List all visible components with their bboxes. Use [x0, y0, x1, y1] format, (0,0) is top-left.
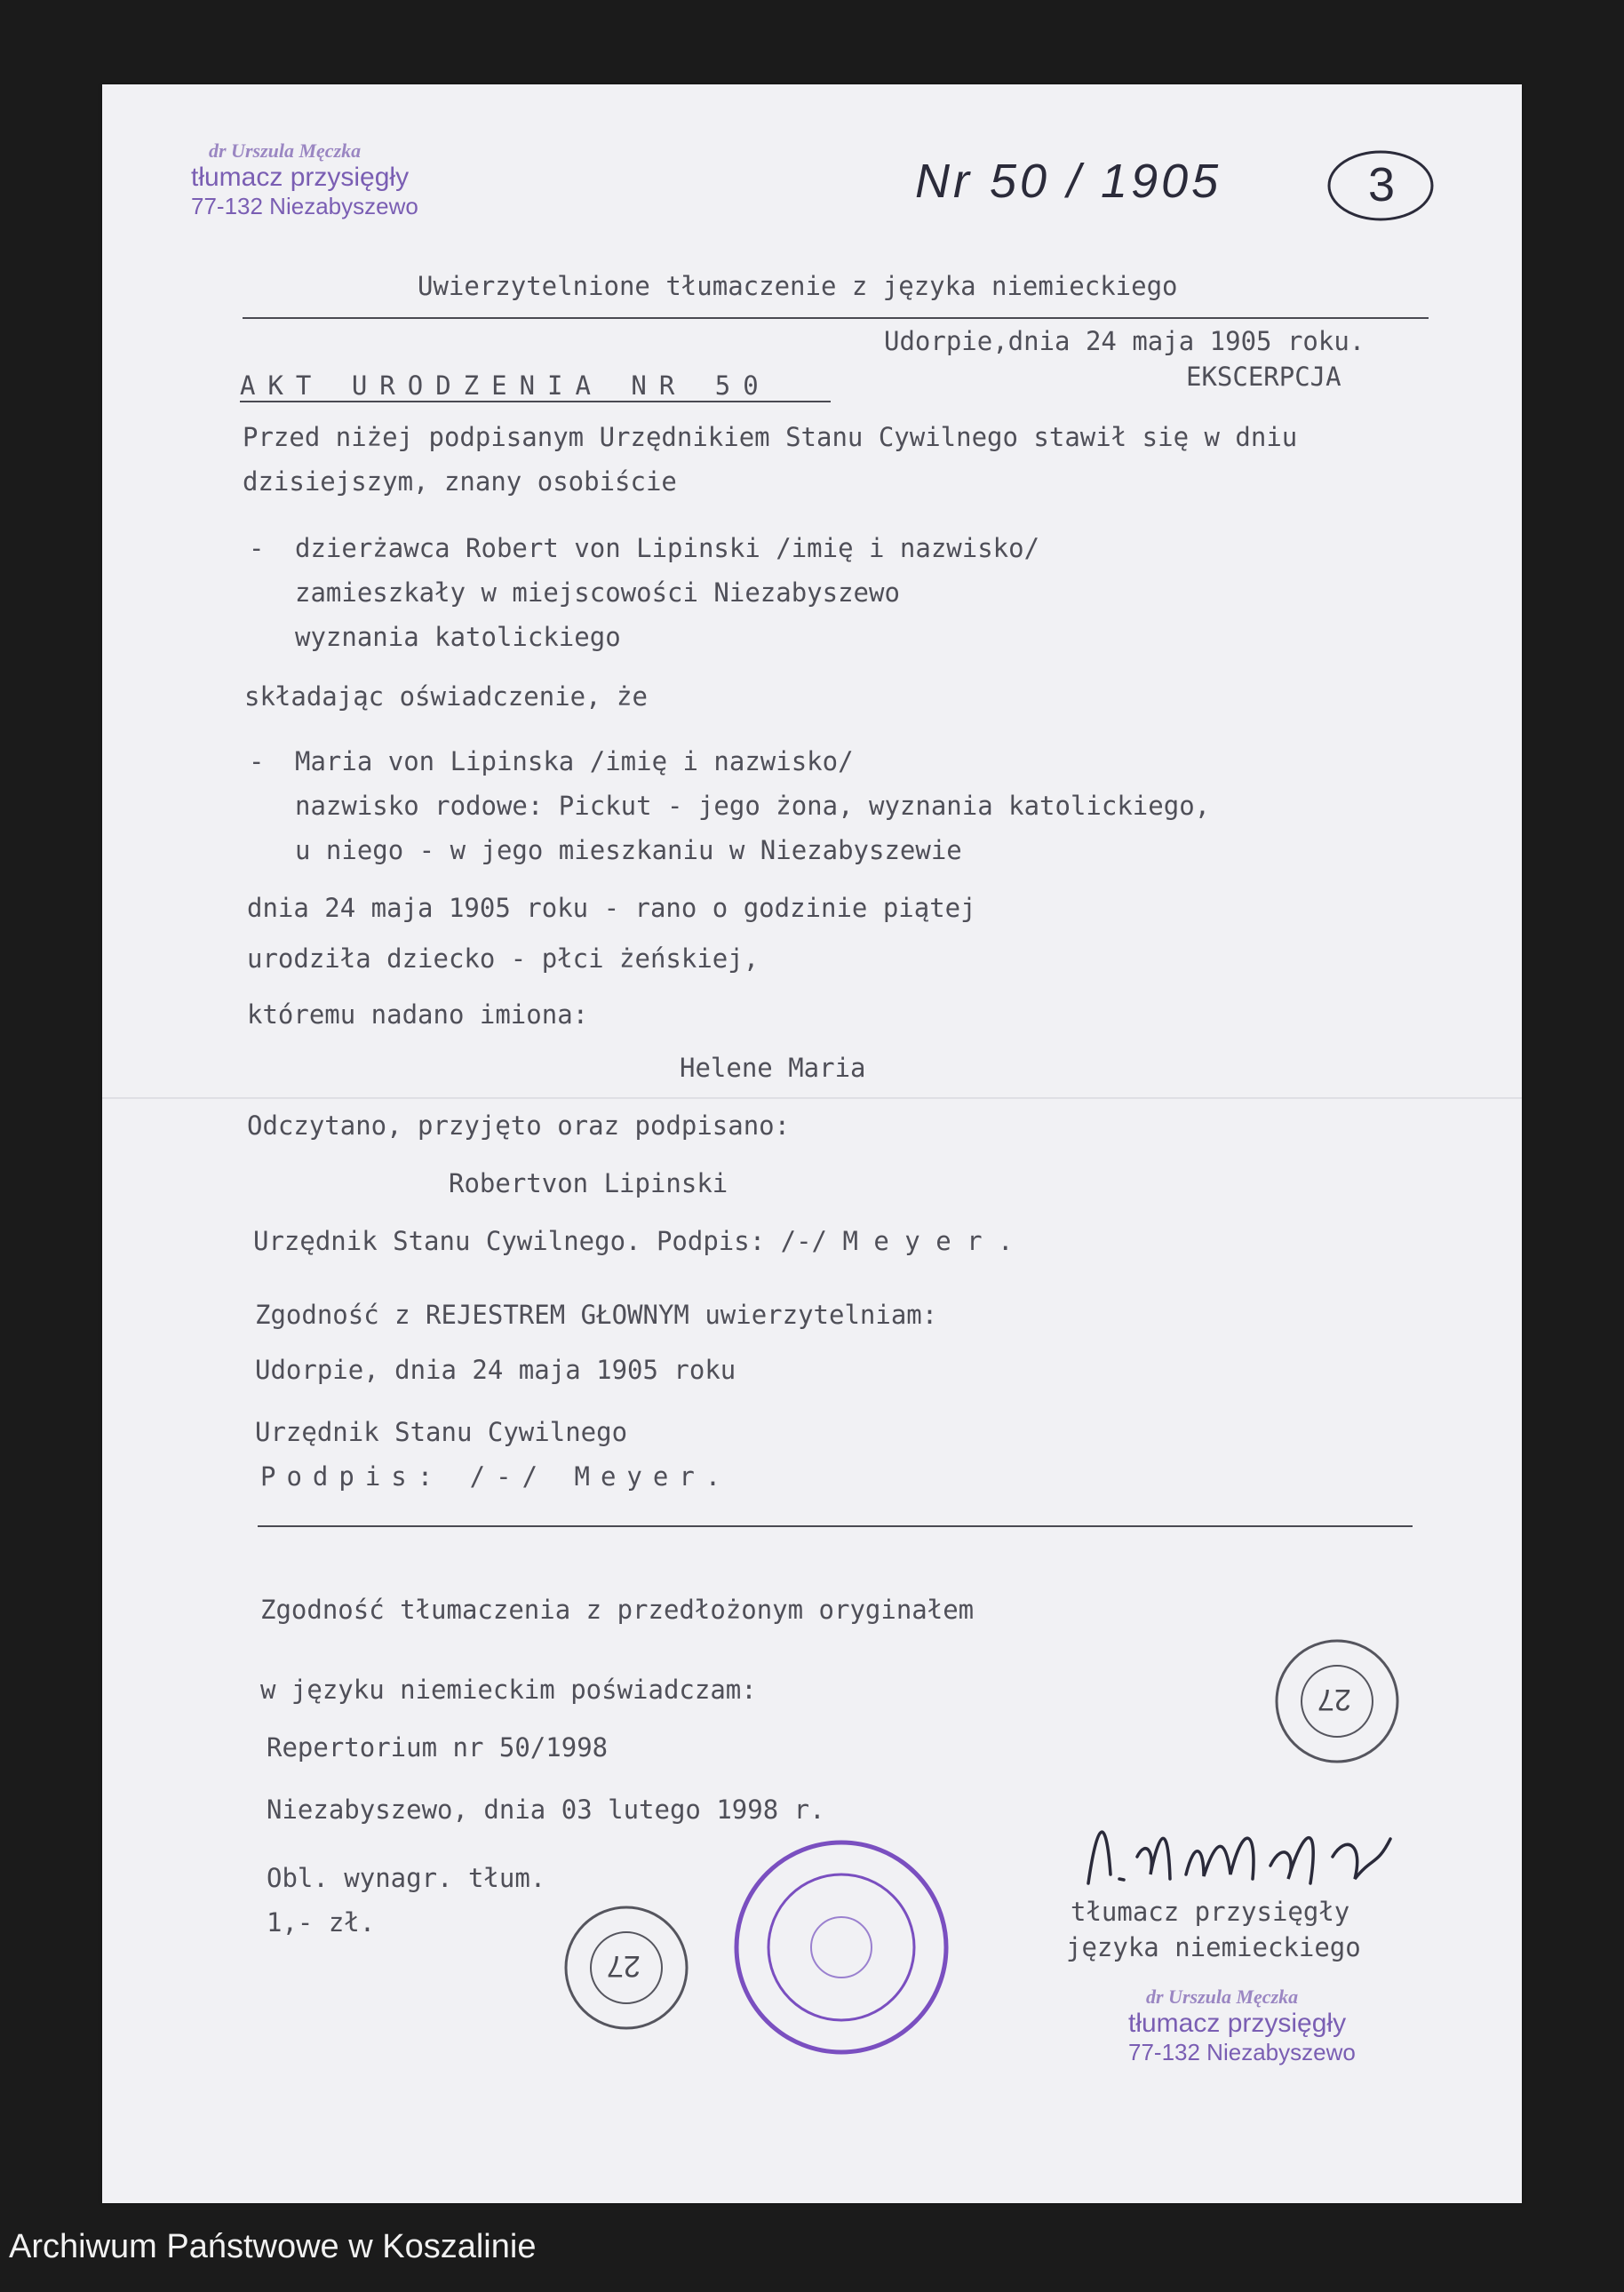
document-page	[102, 84, 1522, 2203]
child-names: Helene Maria	[680, 1053, 866, 1083]
certification-line-4: Podpis: /-/ Meyer.	[260, 1461, 732, 1492]
translator-stamp-top	[191, 139, 418, 219]
names-intro-line: któremu nadano imiona:	[247, 999, 589, 1030]
declarant-line-3: wyznania katolickiego	[295, 622, 621, 652]
mother-line-1: Maria von Lipinska /imię i nazwisko/	[295, 746, 854, 776]
official-purple-seal	[733, 1839, 951, 2057]
translator-signature	[1071, 1803, 1408, 1901]
dash-marker: -	[249, 746, 265, 776]
stamp-title: tłumacz przysięgły	[191, 163, 410, 192]
translation-cert-line-3: Repertorium nr 50/1998	[267, 1732, 609, 1763]
section-rule	[258, 1525, 1413, 1527]
declarant-line-2: zamieszkały w miejscowości Niezabyszewo	[295, 577, 900, 608]
birth-date-line: dnia 24 maja 1905 roku - rano o godzinie piątej	[247, 893, 976, 923]
child-line: urodziła dziecko - płci żeńskiej,	[247, 943, 760, 974]
translator-stamp-bottom	[1128, 1986, 1356, 2065]
act-title: AKT URODZENIA NR 50	[240, 370, 771, 401]
registrar-signature-line: Urzędnik Stanu Cywilnego. Podpis: /-/ M e y e r .	[253, 1226, 1014, 1256]
declarant-line-1: dzierżawca Robert von Lipinski /imię i nazwisko/	[295, 533, 1040, 563]
stamp-title: tłumacz przysięgły	[1128, 2009, 1347, 2038]
translation-cert-line-2: w języku niemieckim poświadczam:	[260, 1675, 757, 1705]
excerpt-label: EKSCERPCJA	[1186, 362, 1341, 392]
act-title-underline	[240, 401, 831, 402]
fee-line-1: Obl. wynagr. tłum.	[267, 1863, 546, 1893]
certification-line-2: Udorpie, dnia 24 maja 1905 roku	[255, 1355, 736, 1385]
stamp-address: 77-132 Niezabyszewo	[191, 193, 418, 219]
stamp-name: dr Urszula Męczka	[1146, 1986, 1299, 2008]
mother-line-2: nazwisko rodowe: Pickut - jego żona, wyznania katolickiego,	[295, 791, 1211, 821]
translation-cert-line-4: Niezabyszewo, dnia 03 lutego 1998 r.	[267, 1795, 825, 1825]
intro-line-2: dzisiejszym, znany osobiście	[243, 466, 677, 497]
archive-footer: Archiwum Państwowe w Koszalinie	[9, 2228, 537, 2265]
signature-line-1: tłumacz przysięgły	[1071, 1897, 1350, 1927]
statement-line: składając oświadczenie, że	[244, 681, 648, 712]
dash-marker: -	[249, 533, 265, 563]
signer-name: Robertvon Lipinski	[449, 1168, 728, 1198]
stamp-address: 77-132 Niezabyszewo	[1128, 2039, 1356, 2065]
seal-number-left: 27	[607, 1949, 641, 1983]
place-date: Udorpie,dnia 24 maja 1905 roku.	[884, 326, 1365, 356]
translation-cert-line-1: Zgodność tłumaczenia z przedłożonym oryginałem	[260, 1595, 975, 1625]
heading-rule	[243, 317, 1429, 319]
seal-number-right: 27	[1318, 1683, 1351, 1716]
page-number: 3	[1368, 158, 1396, 211]
paper-fold	[102, 1097, 1522, 1099]
certification-line-3: Urzędnik Stanu Cywilnego	[255, 1417, 628, 1447]
read-line: Odczytano, przyjęto oraz podpisano:	[247, 1110, 791, 1141]
certification-line-1: Zgodność z REJESTREM GŁOWNYM uwierzytelniam:	[255, 1300, 938, 1330]
fee-line-2: 1,- zł.	[267, 1907, 376, 1938]
mother-line-3: u niego - w jego mieszkaniu w Niezabyszewie	[295, 835, 962, 865]
handwritten-reference: Nr 50 / 1905	[915, 155, 1222, 208]
signature-line-2: języka niemieckiego	[1066, 1932, 1361, 1962]
intro-line-1: Przed niżej podpisanym Urzędnikiem Stanu Cywilnego stawił się w dniu	[243, 422, 1298, 452]
stamp-name: dr Urszula Męczka	[209, 139, 362, 162]
document-heading: Uwierzytelnione tłumaczenie z języka niemieckiego	[418, 271, 1178, 301]
